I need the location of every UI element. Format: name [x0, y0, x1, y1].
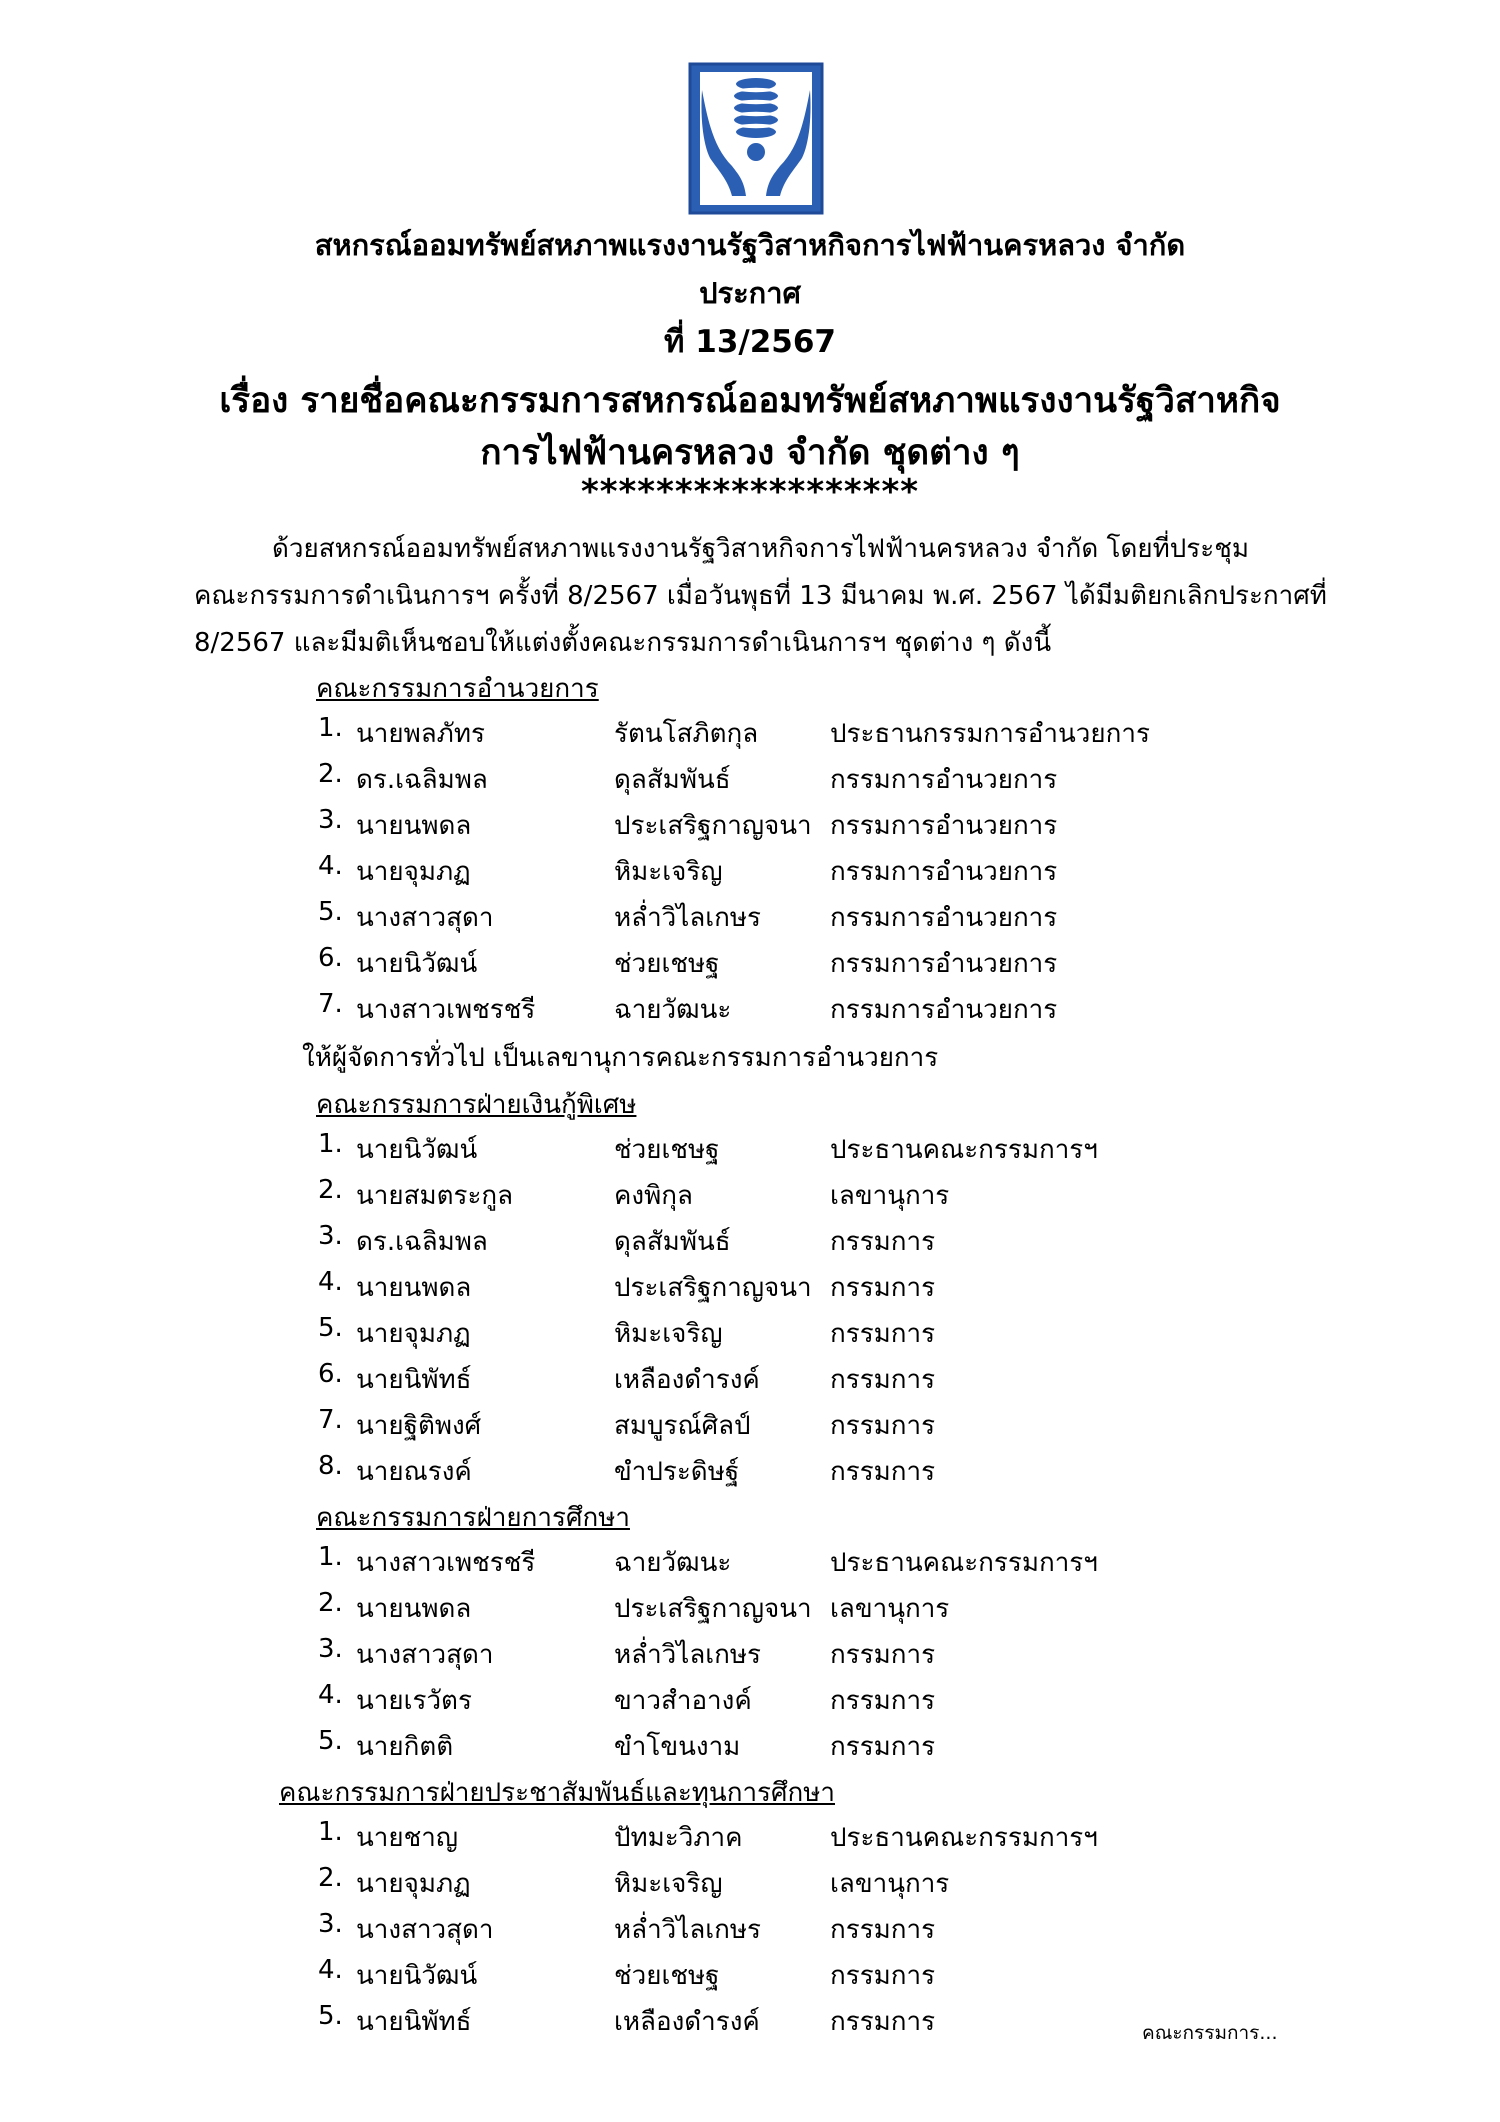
member-last-name: รัตนโสภิตกุล: [614, 719, 759, 749]
member-last-name: ดุลสัมพันธ์: [614, 1227, 731, 1257]
subject-line-1: เรื่อง รายชื่อคณะกรรมการสหกรณ์ออมทรัพย์สหภาพแรงงานรัฐวิสาหกิจ: [219, 381, 1281, 421]
member-number: 2.: [318, 1175, 343, 1205]
member-first-name: นายนิวัฒน์: [356, 1135, 478, 1165]
member-first-name: นายนพดล: [356, 811, 472, 841]
member-first-name: นายจุมภฏ: [356, 1319, 471, 1349]
member-last-name: ดุลสัมพันธ์: [614, 765, 731, 795]
member-first-name: นายพลภัทร: [356, 719, 485, 749]
member-last-name: สมบูรณ์ศิลป์: [614, 1411, 751, 1441]
member-first-name: นางสาวสุดา: [356, 1640, 494, 1670]
member-number: 4.: [318, 1680, 343, 1710]
member-first-name: นายนิพัทธ์: [356, 1365, 472, 1395]
member-role: กรรมการอำนวยการ: [830, 811, 1058, 841]
separator-stars: ******************: [580, 472, 920, 512]
member-number: 1.: [318, 713, 343, 743]
member-role: เลขานุการ: [830, 1869, 950, 1899]
secretary-note: ให้ผู้จัดการทั่วไป เป็นเลขานุการคณะกรรมการอำนวยการ: [302, 1043, 939, 1073]
member-first-name: นายชาญ: [356, 1823, 459, 1853]
member-first-name: นายสมตระกูล: [356, 1181, 514, 1211]
subject-line-2: การไฟฟ้านครหลวง จำกัด ชุดต่าง ๆ: [480, 433, 1020, 473]
member-first-name: นายเรวัตร: [356, 1686, 472, 1716]
member-last-name: ฉายวัฒนะ: [614, 1548, 732, 1578]
member-role: กรรมการ: [830, 1961, 936, 1991]
member-role: กรรมการ: [830, 1273, 936, 1303]
member-number: 1.: [318, 1542, 343, 1572]
member-last-name: หิมะเจริญ: [614, 1869, 723, 1899]
member-last-name: ขำโขนงาม: [614, 1732, 741, 1762]
member-number: 2.: [318, 1588, 343, 1618]
member-number: 3.: [318, 805, 343, 835]
continuation-note: คณะกรรมการ...: [1142, 2022, 1278, 2044]
member-last-name: ปัทมะวิภาค: [614, 1823, 743, 1853]
member-first-name: นายนิวัฒน์: [356, 949, 478, 979]
member-number: 6.: [318, 1359, 343, 1389]
member-number: 2.: [318, 1863, 343, 1893]
intro-line-1: ด้วยสหกรณ์ออมทรัพย์สหภาพแรงงานรัฐวิสาหกิจการไฟฟ้านครหลวง จำกัด โดยที่ประชุม: [272, 534, 1249, 564]
member-number: 4.: [318, 1955, 343, 1985]
member-role: ประธานกรรมการอำนวยการ: [830, 719, 1150, 749]
member-number: 4.: [318, 851, 343, 881]
member-last-name: คงพิกุล: [614, 1181, 693, 1211]
member-first-name: นายจุมภฏ: [356, 857, 471, 887]
member-number: 6.: [318, 943, 343, 973]
member-last-name: เหลืองดำรงค์: [614, 2007, 760, 2037]
member-last-name: ประเสริฐกาญจนา: [614, 1273, 812, 1303]
member-last-name: ช่วยเชษฐ: [614, 949, 720, 979]
member-role: เลขานุการ: [830, 1181, 950, 1211]
section-title: คณะกรรมการฝ่ายประชาสัมพันธ์และทุนการศึกษา: [279, 1778, 835, 1808]
intro-line-2: คณะกรรมการดำเนินการฯ ครั้งที่ 8/2567 เมื่อวันพุธที่ 13 มีนาคม พ.ศ. 2567 ได้มีมติยกเลิกประกาศที่: [194, 581, 1327, 611]
member-first-name: ดร.เฉลิมพล: [356, 765, 488, 795]
member-number: 5.: [318, 2001, 343, 2031]
member-first-name: นางสาวเพชรชรี: [356, 995, 536, 1025]
member-role: เลขานุการ: [830, 1594, 950, 1624]
member-role: กรรมการ: [830, 1732, 936, 1762]
member-last-name: ช่วยเชษฐ: [614, 1135, 720, 1165]
member-first-name: ดร.เฉลิมพล: [356, 1227, 488, 1257]
section-title: คณะกรรมการฝ่ายการศึกษา: [316, 1503, 630, 1533]
member-first-name: นายณรงค์: [356, 1457, 472, 1487]
member-role: กรรมการ: [830, 1640, 936, 1670]
member-last-name: หล่ำวิไลเกษร: [614, 903, 762, 933]
member-first-name: นางสาวสุดา: [356, 1915, 494, 1945]
organization-name: สหกรณ์ออมทรัพย์สหภาพแรงงานรัฐวิสาหกิจการไฟฟ้านครหลวง จำกัด: [314, 228, 1186, 262]
member-last-name: ช่วยเชษฐ: [614, 1961, 720, 1991]
member-number: 7.: [318, 989, 343, 1019]
member-role: กรรมการอำนวยการ: [830, 949, 1058, 979]
member-number: 8.: [318, 1451, 343, 1481]
member-last-name: หิมะเจริญ: [614, 857, 723, 887]
member-role: กรรมการ: [830, 1457, 936, 1487]
member-role: กรรมการอำนวยการ: [830, 765, 1058, 795]
member-number: 5.: [318, 1313, 343, 1343]
member-last-name: เหลืองดำรงค์: [614, 1365, 760, 1395]
member-role: กรรมการอำนวยการ: [830, 857, 1058, 887]
section-title: คณะกรรมการอำนวยการ: [316, 674, 599, 704]
member-first-name: นายนิวัฒน์: [356, 1961, 478, 1991]
member-last-name: หล่ำวิไลเกษร: [614, 1640, 762, 1670]
member-role: กรรมการ: [830, 1365, 936, 1395]
member-number: 3.: [318, 1221, 343, 1251]
member-number: 5.: [318, 897, 343, 927]
member-last-name: ประเสริฐกาญจนา: [614, 1594, 812, 1624]
member-number: 2.: [318, 759, 343, 789]
member-first-name: นางสาวเพชรชรี: [356, 1548, 536, 1578]
member-last-name: หล่ำวิไลเกษร: [614, 1915, 762, 1945]
document-type: ประกาศ: [699, 276, 801, 310]
member-number: 3.: [318, 1634, 343, 1664]
member-role: กรรมการ: [830, 1319, 936, 1349]
member-number: 1.: [318, 1129, 343, 1159]
member-first-name: นายนพดล: [356, 1594, 472, 1624]
member-first-name: นายจุมภฏ: [356, 1869, 471, 1899]
member-number: 1.: [318, 1817, 343, 1847]
member-role: กรรมการ: [830, 1915, 936, 1945]
member-number: 7.: [318, 1405, 343, 1435]
member-role: ประธานคณะกรรมการฯ: [830, 1823, 1098, 1853]
member-first-name: นายนพดล: [356, 1273, 472, 1303]
member-last-name: หิมะเจริญ: [614, 1319, 723, 1349]
member-role: กรรมการอำนวยการ: [830, 995, 1058, 1025]
member-last-name: ขำประดิษฐ์: [614, 1457, 740, 1487]
member-last-name: ฉายวัฒนะ: [614, 995, 732, 1025]
member-first-name: นายนิพัทธ์: [356, 2007, 472, 2037]
member-role: กรรมการ: [830, 1411, 936, 1441]
member-number: 3.: [318, 1909, 343, 1939]
member-role: กรรมการ: [830, 2007, 936, 2037]
section-title: คณะกรรมการฝ่ายเงินกู้พิเศษ: [316, 1090, 637, 1120]
member-role: กรรมการ: [830, 1686, 936, 1716]
member-first-name: นายฐิติพงศ์: [356, 1411, 482, 1441]
announcement-number: ที่ 13/2567: [664, 324, 836, 360]
member-last-name: ประเสริฐกาญจนา: [614, 811, 812, 841]
member-role: ประธานคณะกรรมการฯ: [830, 1548, 1098, 1578]
member-first-name: นายกิตติ: [356, 1732, 454, 1762]
member-role: กรรมการอำนวยการ: [830, 903, 1058, 933]
member-role: กรรมการ: [830, 1227, 936, 1257]
member-role: ประธานคณะกรรมการฯ: [830, 1135, 1098, 1165]
member-last-name: ขาวสำอางค์: [614, 1686, 752, 1716]
intro-line-3: 8/2567 และมีมติเห็นชอบให้แต่งตั้งคณะกรรมการดำเนินการฯ ชุดต่าง ๆ ดังนี้: [194, 628, 1052, 658]
cooperative-logo: [688, 62, 824, 215]
member-first-name: นางสาวสุดา: [356, 903, 494, 933]
member-number: 4.: [318, 1267, 343, 1297]
member-number: 5.: [318, 1726, 343, 1756]
